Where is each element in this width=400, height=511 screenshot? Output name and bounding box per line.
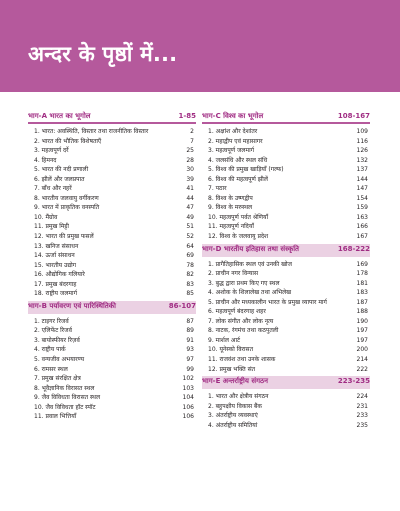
toc-entry: [202, 194, 370, 204]
toc-entry-label: 3. महत्वपूर्ण जलमार्ग: [208, 147, 255, 155]
toc-entry-label: 5. विश्व की प्रमुख खाड़ियाँ (गल्फ): [208, 166, 284, 174]
toc-entry-page: 106: [182, 413, 194, 421]
toc-entry: [202, 392, 370, 402]
toc-entry-label: 1. प्रागैतिहासिक स्थल एवं उनकी खोज: [208, 260, 293, 268]
section-c-pages: 108-167: [337, 112, 370, 120]
section-a-list: [28, 127, 196, 299]
toc-entry-label: 4. हिमनद: [34, 156, 57, 164]
toc-entry: [202, 137, 370, 147]
toc-entry-label: 5. भारत की नदी प्रणाली: [34, 166, 89, 174]
toc-entry-page: 166: [356, 223, 368, 231]
toc-entry: [28, 127, 196, 137]
toc-entry-label: 12. विश्व के जलवायु प्रदेश: [208, 233, 269, 241]
toc-entry: [28, 137, 196, 147]
toc-entry: [202, 260, 370, 270]
toc-entry-label: 15. भारतीय उद्योग: [34, 261, 77, 269]
toc-entry-label: 14. ऊर्जा संसाधन: [34, 252, 75, 260]
toc-entry: [28, 345, 196, 355]
toc-entry-label: 8. विश्व के उष्णद्वीप: [208, 194, 253, 202]
toc-entry: [202, 402, 370, 412]
toc-entry-label: 8. भूवैज्ञानिक विरासत स्थल: [34, 384, 95, 392]
toc-entry-page: 64: [186, 242, 194, 250]
toc-entry-label: 3. महत्वपूर्ण दर्रे: [34, 147, 69, 155]
toc-entry-page: 200: [356, 346, 368, 354]
toc-entry: [28, 146, 196, 156]
toc-entry: [202, 127, 370, 137]
toc-entry-label: 3. बुद्ध द्वारा प्रथम किए गए स्थल: [208, 279, 280, 287]
toc-entry-page: 106: [182, 403, 194, 411]
section-b-pages: 86-107: [168, 301, 196, 310]
toc-entry-page: 89: [186, 327, 194, 335]
section-a-header: [28, 111, 196, 124]
toc-entry: [28, 365, 196, 375]
section-e-list: [202, 392, 370, 430]
toc-entry: [202, 355, 370, 365]
toc-entry-label: 1. टाइगर रिजर्व: [34, 317, 69, 325]
toc-entry-label: 10. जैव विविधता हॉट स्पॉट: [34, 403, 96, 411]
toc-entry-page: 52: [186, 233, 194, 241]
section-a-pages: 1-85: [178, 112, 196, 120]
toc-entry-label: 11. प्रमुख मिट्टी: [34, 223, 69, 231]
toc-entry-page: 30: [186, 166, 194, 174]
toc-entry-label: 17. प्रमुख बंदरगाह: [34, 280, 77, 288]
toc-entry-label: 16. औद्योगिक गलियारे: [34, 271, 85, 279]
toc-entry-page: 97: [186, 356, 194, 364]
toc-entry: [202, 222, 370, 232]
section-e-pages: 223-235: [337, 377, 370, 386]
toc-entry-label: 7. प्रमुख संरक्षित क्षेत्र: [34, 375, 81, 383]
toc-entry: [202, 421, 370, 431]
left-column: [28, 111, 196, 422]
toc-entry-page: 147: [356, 185, 368, 193]
section-e-header: [202, 376, 370, 389]
toc-entry-page: 154: [356, 194, 368, 202]
toc-entry: [202, 279, 370, 289]
toc-entry-label: 4. अशोक के शिलालेख तथा अभिलेख: [208, 289, 292, 297]
toc-entry: [202, 317, 370, 327]
toc-entry-page: 93: [186, 346, 194, 354]
toc-entry-page: 2: [190, 128, 194, 135]
toc-entry-label: 2. एलिफेंट रिजर्व: [34, 327, 72, 335]
toc-entry-page: 78: [186, 261, 194, 269]
toc-entry-label: 1. भारत: अवस्थिति, विस्तार तथा राजनीतिक विस्तार: [34, 128, 149, 135]
toc-entry: [28, 412, 196, 422]
toc-entry-page: 49: [186, 213, 194, 221]
toc-entry-page: 233: [356, 412, 368, 420]
toc-entry-label: 1. अक्षांश और देशांतर: [208, 128, 258, 135]
toc-entry-label: 2. महाद्वीप एवं महासागर: [208, 137, 263, 145]
section-b-title: भाग-B पर्यावरण एवं पारिस्थितिकी: [28, 301, 116, 310]
toc-entry: [202, 156, 370, 166]
toc-entry-page: 109: [356, 128, 368, 135]
toc-entry-page: 41: [186, 185, 194, 193]
section-c-header: [202, 111, 370, 124]
toc-entry-page: 82: [186, 271, 194, 279]
toc-entry-label: 6. झीलें और जलप्रपात: [34, 175, 85, 183]
toc-entry: [28, 203, 196, 213]
toc-entry-page: 188: [356, 308, 368, 316]
toc-entry-label: 7. बाँध और नहरें: [34, 185, 72, 193]
toc-entry: [202, 232, 370, 242]
toc-entry-page: 214: [356, 356, 368, 364]
toc-entry: [28, 242, 196, 252]
section-c-list: [202, 127, 370, 242]
toc-entry-page: 51: [186, 223, 194, 231]
section-a-title: भाग-A भारत का भूगोल: [28, 112, 91, 120]
toc-entry-page: 224: [356, 393, 368, 401]
toc-entry: [28, 403, 196, 413]
toc-entry: [202, 336, 370, 346]
toc-entry-label: 7. पठार: [208, 185, 227, 193]
toc-entry: [28, 317, 196, 327]
toc-entry-label: 10. मैंग्रोव: [34, 213, 58, 221]
toc-entry-label: 11. महत्वपूर्ण नदियाँ: [208, 223, 254, 231]
section-a-rule: [28, 122, 196, 124]
toc-entry-page: 83: [186, 280, 194, 288]
toc-entry: [202, 345, 370, 355]
toc-entry: [202, 269, 370, 279]
toc-entry-label: 11. राजवंश तथा उनके शासक: [208, 356, 276, 364]
section-d-header: [202, 244, 370, 257]
toc-entry-page: 183: [356, 289, 368, 297]
section-e-title: भाग-E अन्तर्राष्ट्रीय संगठन: [202, 377, 268, 386]
toc-entry: [202, 365, 370, 375]
toc-entry-label: 2. भारत की भौतिक विशेषताएँ: [34, 137, 102, 145]
toc-entry: [28, 165, 196, 175]
toc-entry: [202, 213, 370, 223]
toc-entry-label: 7. लोक संगीत और लोक नृत्य: [208, 317, 274, 325]
toc-entry-label: 4. अंतर्राष्ट्रीय समितियां: [208, 421, 258, 429]
toc-entry-label: 3. बायोस्फीयर रिज़र्व: [34, 336, 80, 344]
toc-entry: [28, 336, 196, 346]
toc-entry-page: 144: [356, 175, 368, 183]
section-c-rule: [202, 122, 370, 124]
toc-entry-page: 187: [356, 298, 368, 306]
toc-entry: [28, 280, 196, 290]
toc-entry-page: 28: [186, 156, 194, 164]
toc-entry-page: 197: [356, 336, 368, 344]
section-d-title: भाग-D भारतीय इतिहास तथा संस्कृति: [202, 244, 300, 253]
toc-entry-label: 6. महत्वपूर्ण बंदरगाह शहर: [208, 308, 266, 316]
toc-entry-page: 197: [356, 327, 368, 335]
toc-entry-label: 9. जैव विविधता विरासत स्थल: [34, 394, 101, 402]
page-title: अन्दर के पृष्ठों में...: [28, 42, 178, 66]
toc-entry-label: 18. राष्ट्रीय जलमार्ग: [34, 290, 77, 298]
toc-entry-label: 6. विश्व की महत्वपूर्ण झीलें: [208, 175, 268, 183]
toc-entry: [28, 384, 196, 394]
toc-entry-page: 169: [356, 260, 368, 268]
toc-entry-label: 4. राष्ट्रीय पार्क: [34, 346, 66, 354]
toc-entry-label: 4. जलसंधि और स्थल संधि: [208, 156, 268, 164]
toc-entry: [202, 307, 370, 317]
section-d-pages: 168-222: [337, 244, 370, 253]
toc-entry-page: 39: [186, 175, 194, 183]
toc-entry-page: 222: [356, 365, 368, 373]
toc-entry-page: 159: [356, 204, 368, 212]
toc-entry-page: 126: [356, 147, 368, 155]
section-b-list: [28, 317, 196, 422]
toc-entry-label: 12. भारत की प्रमुख फसलें: [34, 233, 94, 241]
toc-entry-label: 10. यूनेस्को विरासत: [208, 346, 254, 354]
toc-entry-page: 167: [356, 233, 368, 241]
toc-entry-label: 12. प्रमुख भक्ति संत: [208, 365, 256, 373]
toc-entry-page: 163: [356, 213, 368, 221]
toc-entry: [28, 393, 196, 403]
title-banner: [0, 0, 400, 92]
toc-entry-page: 137: [356, 166, 368, 174]
toc-entry-page: 69: [186, 252, 194, 260]
toc-entry: [28, 261, 196, 271]
toc-entry: [202, 165, 370, 175]
toc-entry: [202, 175, 370, 185]
toc-entry: [28, 156, 196, 166]
toc-entry-label: 9. मार्शल आर्ट: [208, 336, 240, 344]
toc-entry-page: 7: [190, 137, 194, 145]
toc-entry: [202, 288, 370, 298]
toc-entry: [28, 251, 196, 261]
toc-entry: [202, 184, 370, 194]
toc-entry-label: 2. बहुपक्षीय विकास बैंक: [208, 402, 262, 410]
toc-entry-page: 91: [186, 336, 194, 344]
toc-entry-page: 231: [356, 402, 368, 410]
toc-entry: [202, 411, 370, 421]
toc-entry-page: 235: [356, 421, 368, 429]
toc-entry-label: 5. प्राचीन और मध्यकालीन भारत के प्रमुख व्यापार मार्ग: [208, 298, 327, 306]
toc-entry-page: 178: [356, 270, 368, 278]
toc-entry-label: 5. वन्यजीव अभयारण्य: [34, 356, 85, 364]
toc-entry: [28, 194, 196, 204]
toc-entry-page: 99: [186, 365, 194, 373]
toc-entry: [202, 203, 370, 213]
toc-entry-label: 10. महत्वपूर्ण पर्वत श्रेणियाँ: [208, 213, 269, 221]
toc-entry-page: 132: [356, 156, 368, 164]
toc-entry-page: 181: [356, 279, 368, 287]
toc-entry-label: 9. भारत में प्राकृतिक वनस्पति: [34, 204, 100, 212]
toc-entry-label: 13. खनिज संसाधन: [34, 242, 79, 250]
toc-entry: [202, 298, 370, 308]
toc-entry-page: 87: [186, 317, 194, 325]
toc-entry-page: 190: [356, 317, 368, 325]
toc-entry-page: 103: [182, 384, 194, 392]
toc-entry: [28, 222, 196, 232]
toc-entry-page: 44: [186, 194, 194, 202]
toc-entry-page: 47: [186, 204, 194, 212]
toc-entry-label: 8. नाटक, रंगमंच तथा कठपुतली: [208, 327, 279, 335]
toc-entry-label: 11. प्रवाल भित्तियाँ: [34, 413, 77, 421]
toc-entry: [202, 146, 370, 156]
toc-entry-label: 6. रामसर स्थल: [34, 365, 68, 373]
toc-entry-page: 85: [186, 290, 194, 298]
toc-entry: [28, 213, 196, 223]
toc-entry: [28, 270, 196, 280]
toc-entry-page: 104: [182, 394, 194, 402]
toc-entry-label: 2. प्राचीन नगर विन्यास: [208, 270, 259, 278]
toc-entry: [28, 184, 196, 194]
toc-entry-page: 116: [356, 137, 368, 145]
section-d-list: [202, 260, 370, 375]
section-b-header: [28, 301, 196, 314]
toc-entry-page: 102: [182, 375, 194, 383]
toc-entry: [28, 355, 196, 365]
toc-entry-label: 1. भारत और क्षेत्रीय संगठन: [208, 393, 269, 401]
toc-entry: [28, 326, 196, 336]
toc-entry: [28, 175, 196, 185]
toc-entry-label: 8. भारतीय जलवायु वर्गीकरण: [34, 194, 99, 202]
toc-entry-label: 9. विश्व के मरुस्थल: [208, 204, 253, 212]
section-c-title: भाग-C विश्व का भूगोल: [202, 112, 264, 120]
toc-entry: [28, 232, 196, 242]
toc-entry: [28, 289, 196, 299]
right-column: [202, 111, 370, 430]
toc-entry: [28, 374, 196, 384]
toc-entry: [202, 326, 370, 336]
toc-entry-page: 25: [186, 147, 194, 155]
toc-entry-label: 3. अंतर्राष्ट्रीय व्यवस्थाएं: [208, 412, 258, 420]
